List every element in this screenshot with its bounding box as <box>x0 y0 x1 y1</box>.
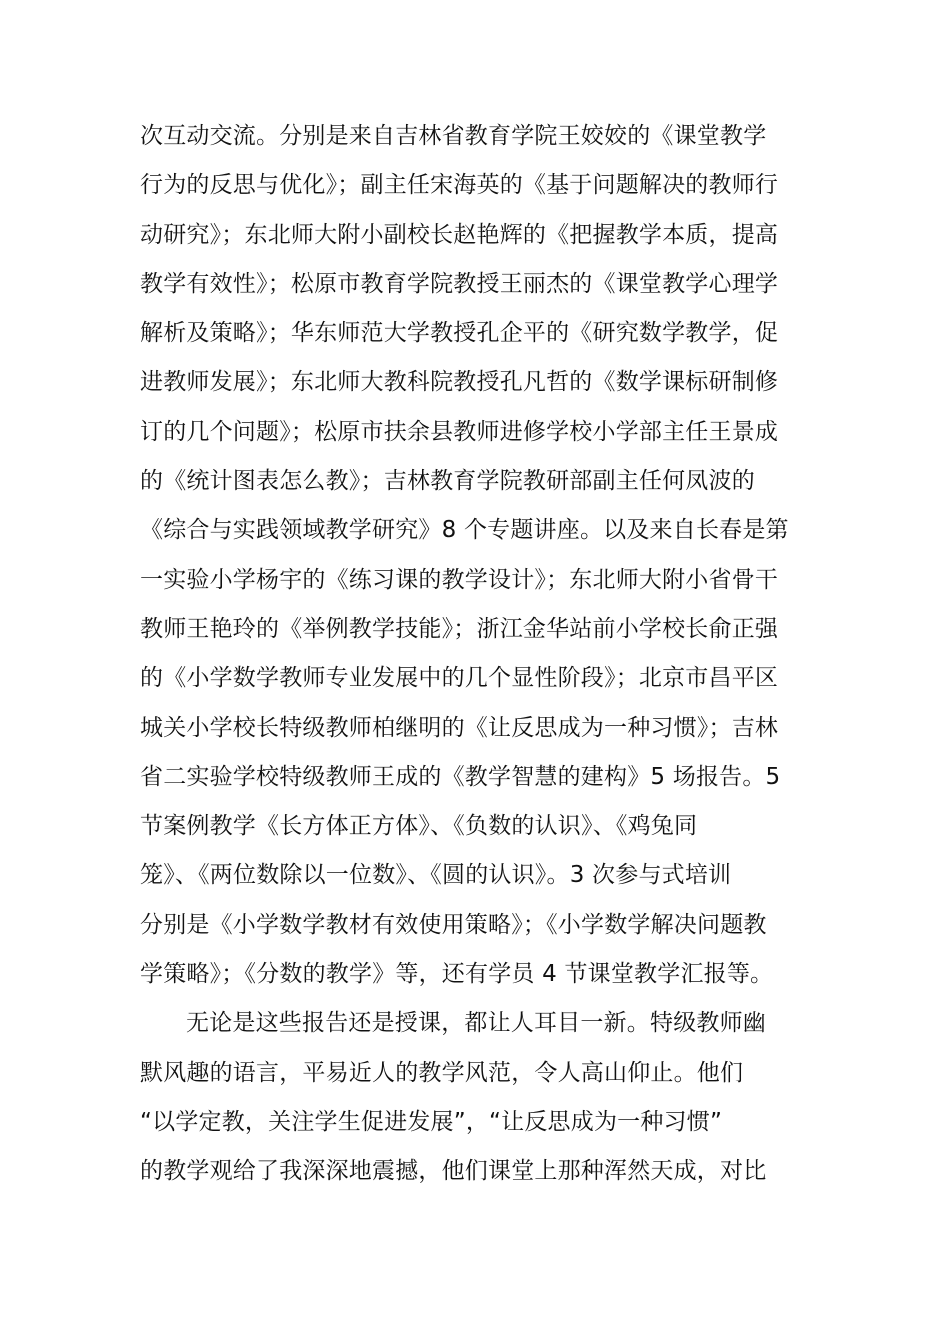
text-line: 学策略》；《分数的教学》等，还有学员 4 节课堂教学汇报等。 <box>140 961 774 988</box>
text-line: 笼》、《两位数除以一位数》、《圆的认识》。3 次参与式培训 <box>140 862 732 889</box>
text-line: 行为的反思与优化》；副主任宋海英的《基于问题解决的教师行 <box>140 172 779 199</box>
paragraph-start-line: 无论是这些报告还是授课，都让人耳目一新。特级教师幽 <box>186 1010 766 1037</box>
text-line: 进教师发展》；东北师大教科院教授孔凡哲的《数学课标研制修 <box>140 369 779 396</box>
text-line: 的《小学数学教师专业发展中的几个显性阶段》；北京市昌平区 <box>140 665 779 692</box>
text-line: 解析及策略》；华东师范大学教授孔企平的《研究数学教学，促 <box>140 320 779 347</box>
text-line: 教学有效性》；松原市教育学院教授王丽杰的《课堂教学心理学 <box>140 270 779 297</box>
text-line: 教师王艳玲的《举例教学技能》；浙江金华站前小学校长俞正强 <box>140 615 779 642</box>
text-line: “以学定教，关注学生促进发展”，“让反思成为一种习惯” <box>140 1108 723 1135</box>
text-line: 分别是《小学数学教材有效使用策略》；《小学数学解决问题教 <box>140 911 767 938</box>
text-line: 城关小学校长特级教师柏继明的《让反思成为一种习惯》；吉林 <box>140 714 779 741</box>
text-line: 一实验小学杨宇的《练习课的教学设计》；东北师大附小省骨干 <box>140 566 779 593</box>
text-line: 省二实验学校特级教师王成的《教学智慧的建构》5 场报告。5 <box>140 763 781 790</box>
text-line: 《综合与实践领域教学研究》8 个专题讲座。以及来自长春是第 <box>140 517 789 544</box>
text-line: 的《统计图表怎么教》；吉林教育学院教研部副主任何凤波的 <box>140 468 755 495</box>
text-line: 节案例教学《长方体正方体》、《负数的认识》、《鸡兔同 <box>140 813 698 840</box>
text-line: 默风趣的语言，平易近人的教学风范，令人高山仰止。他们 <box>140 1059 744 1086</box>
text-line: 订的几个问题》；松原市扶余县教师进修学校小学部主任王景成 <box>140 418 779 445</box>
body-text <box>140 112 830 1197</box>
text-line: 的教学观给了我深深地震撼，他们课堂上那种浑然天成，对比 <box>140 1158 767 1185</box>
text-line: 动研究》；东北师大附小副校长赵艳辉的《把握教学本质，提高 <box>140 221 779 248</box>
text-line: 次互动交流。分别是来自吉林省教育学院王姣姣的《课堂教学 <box>140 123 767 149</box>
